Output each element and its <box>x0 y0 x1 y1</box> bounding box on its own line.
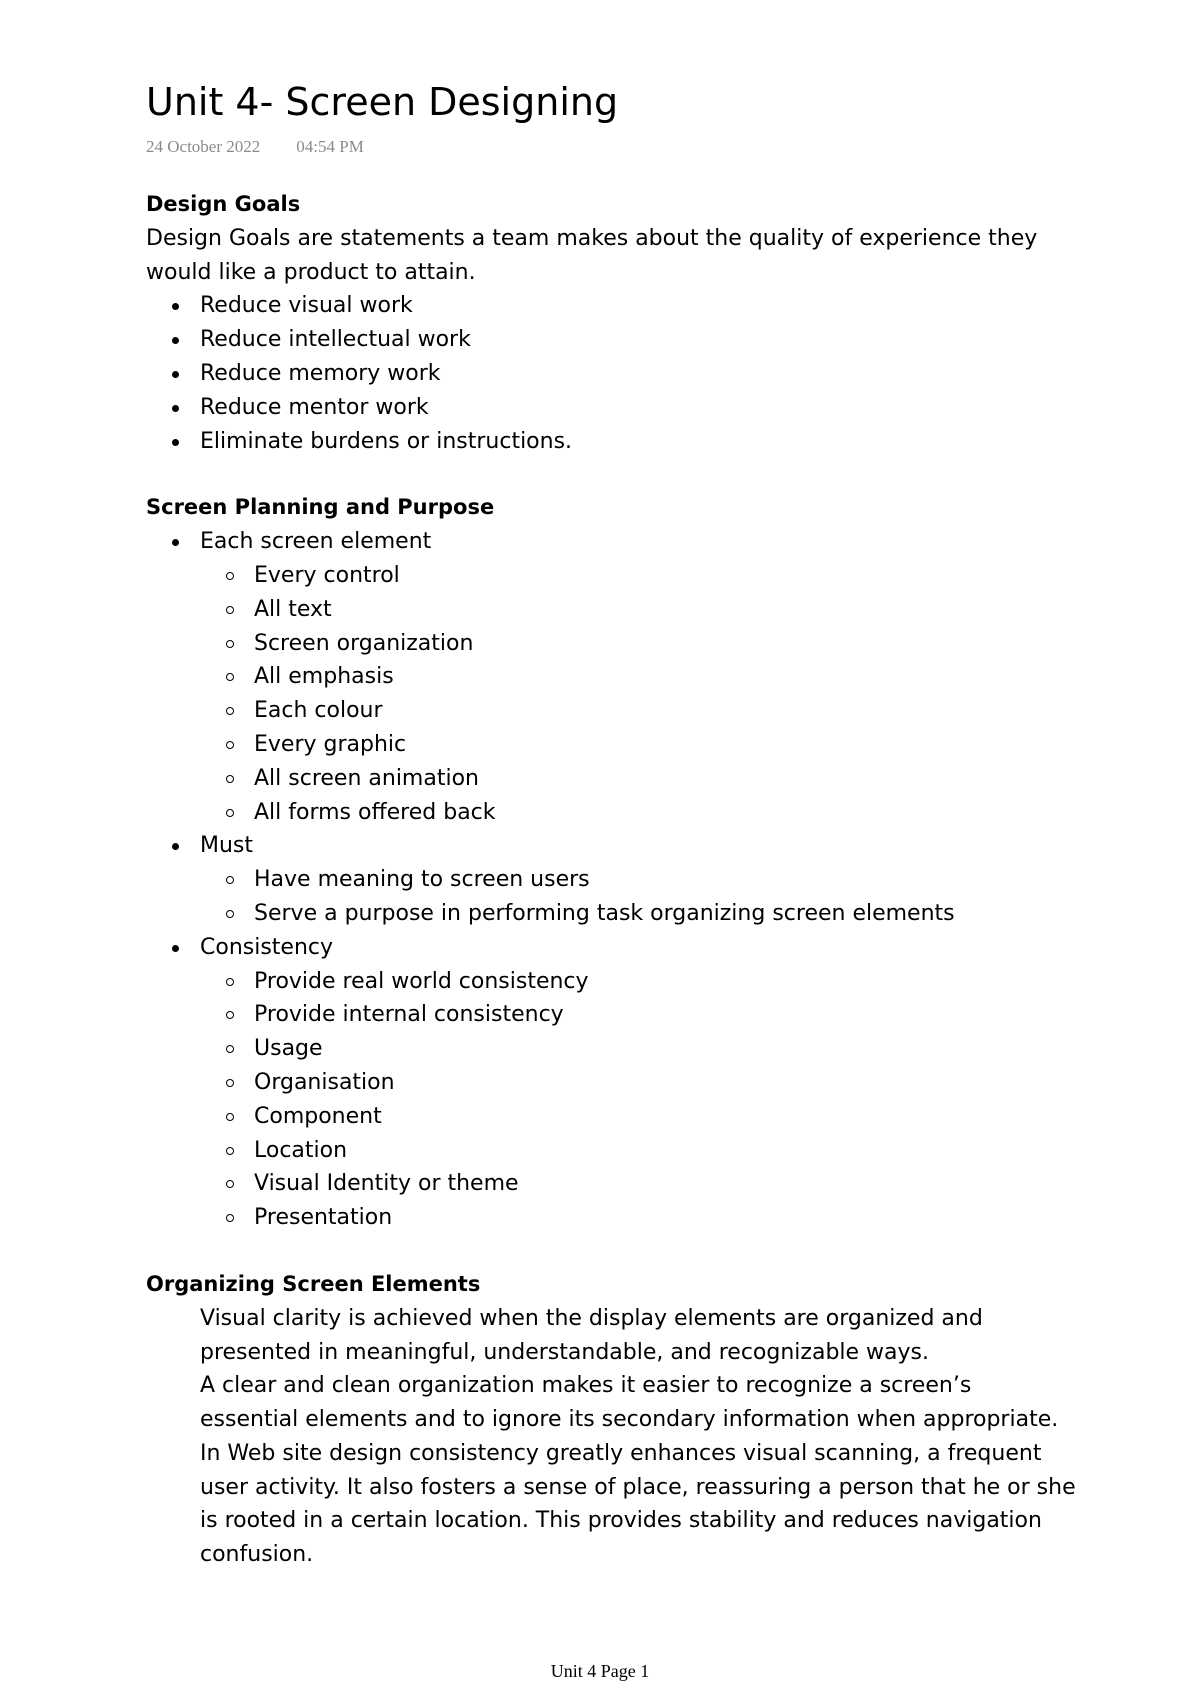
design-goals-list <box>146 289 1076 458</box>
list-item-text: Each screen element <box>200 529 432 555</box>
circle-bullet-icon <box>226 809 234 817</box>
sub-list-item <box>146 1066 1076 1100</box>
sub-list <box>200 965 1076 1235</box>
bullet-icon <box>172 539 179 546</box>
sub-list-item-text: Presentation <box>254 1205 393 1231</box>
list-item <box>146 391 1076 425</box>
sub-list-item <box>146 897 1076 931</box>
circle-bullet-icon <box>226 978 234 986</box>
bullet-icon <box>172 303 179 310</box>
sub-list-item-text: Each colour <box>254 698 383 724</box>
circle-bullet-icon <box>226 673 234 681</box>
list-item <box>146 323 1076 357</box>
page-title: Unit 4- Screen Designing <box>146 80 619 124</box>
page-timestamp <box>146 136 364 158</box>
sub-list-item-text: Provide real world consistency <box>254 968 589 994</box>
circle-bullet-icon <box>226 1079 234 1087</box>
list-item-consistency <box>146 931 1076 1235</box>
list-item-text: Reduce intellectual work <box>200 327 471 353</box>
sub-list-item-text: Every control <box>254 562 400 588</box>
sub-list-item-text: Serve a purpose in performing task organizing screen elements <box>254 900 955 926</box>
circle-bullet-icon <box>226 1180 234 1188</box>
sub-list <box>200 863 1076 931</box>
design-goals-heading: Design Goals <box>146 192 301 216</box>
organizing-heading: Organizing Screen Elements <box>146 1271 481 1296</box>
circle-bullet-icon <box>226 606 234 614</box>
circle-bullet-icon <box>226 1113 234 1121</box>
sub-list-item <box>146 593 1076 627</box>
organizing-paragraph-2: A clear and clean organization makes it easier to recognize a screen’s essential elements and to ignore its secondary information when appropriate. <box>200 1373 1059 1433</box>
list-item-text: Eliminate burdens or instructions. <box>200 428 573 454</box>
sub-list-item-text: All forms offered back <box>254 799 496 825</box>
sub-list <box>200 559 1076 829</box>
sub-list-item <box>146 1100 1076 1134</box>
circle-bullet-icon <box>226 1011 234 1019</box>
sub-list-item <box>146 998 1076 1032</box>
list-item <box>146 289 1076 323</box>
sub-list-item <box>146 559 1076 593</box>
sub-list-item-text: All emphasis <box>254 664 394 690</box>
screen-planning-list <box>146 525 1076 1235</box>
circle-bullet-icon <box>226 910 234 918</box>
bullet-icon <box>172 945 179 952</box>
list-item-must <box>146 829 1076 930</box>
sub-list-item <box>146 1167 1076 1201</box>
sub-list-item <box>146 863 1076 897</box>
sub-list-item-text: Location <box>254 1137 348 1163</box>
sub-list-item <box>146 1032 1076 1066</box>
bullet-icon <box>172 405 179 412</box>
bullet-icon <box>172 439 179 446</box>
sub-list-item-text: Visual Identity or theme <box>254 1171 519 1197</box>
note-content <box>146 188 1076 1572</box>
circle-bullet-icon <box>226 707 234 715</box>
sub-list-item-text: Component <box>254 1103 382 1129</box>
sub-list-item <box>146 1134 1076 1168</box>
section-gap <box>146 1235 1076 1268</box>
list-item-text: Reduce visual work <box>200 293 413 319</box>
page-footer: Unit 4 Page 1 <box>550 1661 650 1681</box>
sub-list-item-text: All screen animation <box>254 765 479 791</box>
sub-list-item-text: Usage <box>254 1036 323 1062</box>
list-item <box>146 357 1076 391</box>
sub-list-item <box>146 796 1076 830</box>
sub-list-item-text: Have meaning to screen users <box>254 867 590 893</box>
sub-list-item <box>146 627 1076 661</box>
list-item-text: Consistency <box>200 934 334 960</box>
circle-bullet-icon <box>226 741 234 749</box>
circle-bullet-icon <box>226 1045 234 1053</box>
sub-list-item <box>146 965 1076 999</box>
list-item-text: Reduce memory work <box>200 360 441 386</box>
organizing-paragraph-1: Visual clarity is achieved when the display elements are organized and presented in meaningful, understandable, and recognizable ways. <box>200 1305 983 1365</box>
sub-list-item-text: All text <box>254 596 332 622</box>
circle-bullet-icon <box>226 572 234 580</box>
bullet-icon <box>172 337 179 344</box>
sub-list-item <box>146 762 1076 796</box>
sub-list-item <box>146 694 1076 728</box>
list-item-text: Must <box>200 833 254 859</box>
screen-planning-heading: Screen Planning and Purpose <box>146 495 495 520</box>
list-item-text: Reduce mentor work <box>200 394 429 420</box>
sub-list-item-text: Every graphic <box>254 731 407 757</box>
circle-bullet-icon <box>226 640 234 648</box>
section-gap <box>146 458 1076 491</box>
sub-list-item-text: Organisation <box>254 1069 395 1095</box>
sub-list-item <box>146 728 1076 762</box>
sub-list-item-text: Provide internal consistency <box>254 1002 564 1028</box>
list-item-each-screen-element <box>146 525 1076 829</box>
organizing-paragraph-3: In Web site design consistency greatly enhances visual scanning, a frequent user activity. It also fosters a sense of place, reassuring a person that he or she is rooted in a certain location. This provides stability and reduces navigation confusion. <box>200 1440 1076 1568</box>
bullet-icon <box>172 371 179 378</box>
circle-bullet-icon <box>226 1214 234 1222</box>
sub-list-item <box>146 1201 1076 1235</box>
list-item <box>146 425 1076 459</box>
page-date: 24 October 2022 <box>146 137 261 156</box>
sub-list-item <box>146 660 1076 694</box>
organizing-body <box>146 1302 1076 1572</box>
bullet-icon <box>172 843 179 850</box>
sub-list-item-text: Screen organization <box>254 630 474 656</box>
circle-bullet-icon <box>226 1147 234 1155</box>
design-goals-intro: Design Goals are statements a team makes about the quality of experience they would like a product to attain. <box>146 225 1038 285</box>
page-time: 04:54 PM <box>296 137 364 156</box>
circle-bullet-icon <box>226 775 234 783</box>
circle-bullet-icon <box>226 876 234 884</box>
